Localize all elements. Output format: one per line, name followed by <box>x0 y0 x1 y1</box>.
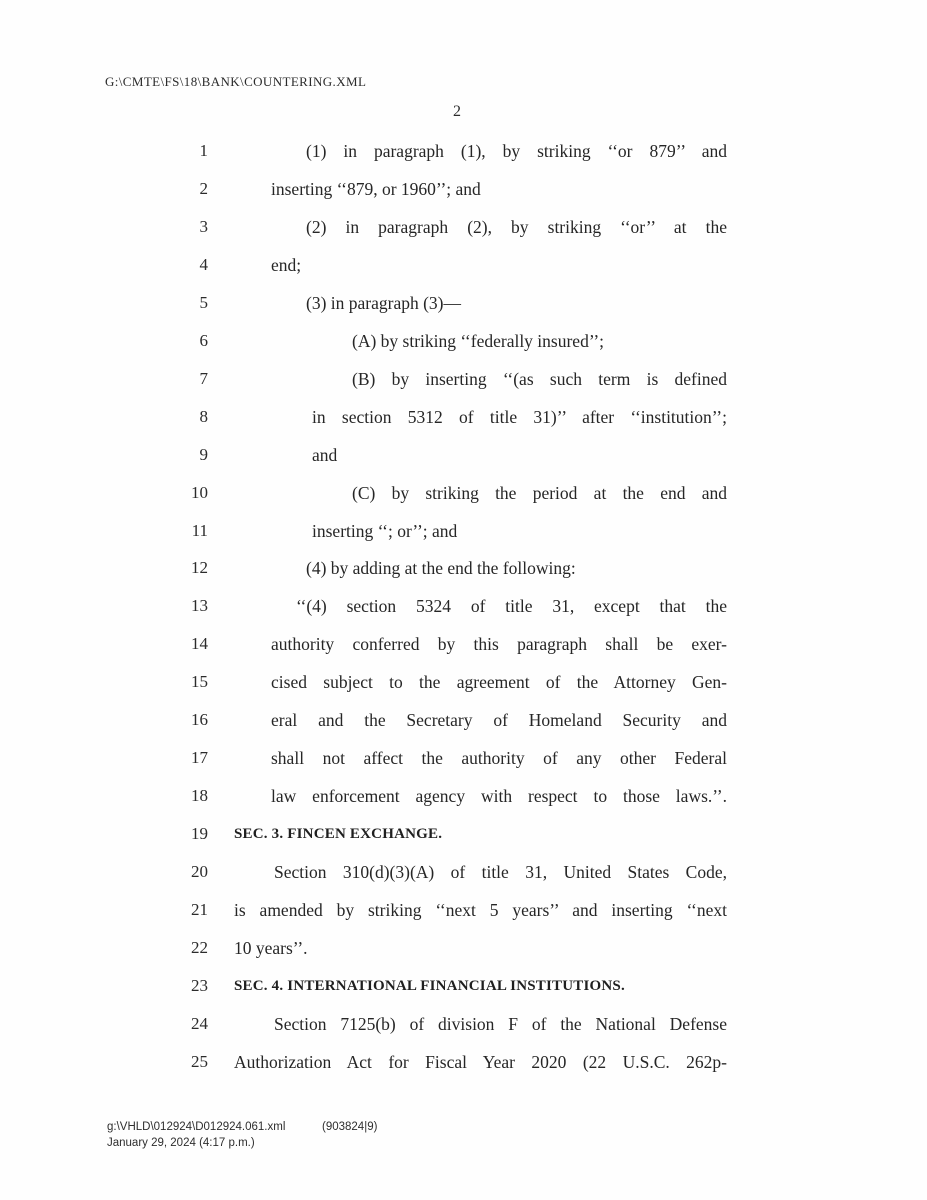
page-number: 2 <box>453 103 461 120</box>
bill-line <box>0 625 927 663</box>
line-number: 2 <box>199 178 208 198</box>
bill-line <box>0 246 927 284</box>
bill-line <box>0 398 927 436</box>
line-number: 24 <box>191 1013 208 1033</box>
document-header-path: G:\CMTE\FS\18\BANK\COUNTERING.XML <box>105 74 367 89</box>
line-number: 18 <box>191 786 208 806</box>
line-text: law enforcement agency with respect to those laws.’’. <box>271 786 727 807</box>
line-number: 25 <box>191 1051 208 1071</box>
line-number: 3 <box>199 216 208 236</box>
line-number: 23 <box>191 975 208 995</box>
line-text: ‘‘(4) section 5324 of title 31, except that the <box>296 596 727 617</box>
bill-line <box>0 436 927 474</box>
line-text: Section 310(d)(3)(A) of title 31, United States Code, <box>274 862 727 883</box>
bill-line <box>0 474 927 512</box>
line-number: 21 <box>191 900 208 919</box>
bill-line <box>0 891 927 929</box>
line-text: end; <box>271 254 302 275</box>
line-number: 7 <box>199 368 208 388</box>
bill-line <box>0 322 927 360</box>
bill-line <box>0 284 927 322</box>
line-number: 20 <box>191 862 208 882</box>
line-text: cised subject to the agreement of the Attorney Gen- <box>271 672 727 693</box>
bill-line <box>0 1043 927 1081</box>
footer-stamp: (903824|9) <box>322 1121 378 1133</box>
bill-line <box>0 815 927 853</box>
bill-line <box>0 512 927 550</box>
bill-line <box>0 170 927 208</box>
bill-line <box>0 1005 927 1043</box>
line-number: 15 <box>191 672 208 692</box>
line-text: eral and the Secretary of Homeland Security and <box>271 710 727 731</box>
bill-line <box>0 967 927 1005</box>
footer-row-1 <box>107 1119 807 1135</box>
footer-date: January 29, 2024 (4:17 p.m.) <box>107 1137 255 1149</box>
line-number: 19 <box>191 824 208 844</box>
line-text: 10 years’’. <box>234 937 308 958</box>
line-text: inserting ‘‘879, or 1960’’; and <box>271 178 481 199</box>
line-number: 17 <box>191 748 208 768</box>
line-number: 12 <box>191 558 208 578</box>
line-number: 1 <box>199 141 208 160</box>
bill-line <box>0 360 927 398</box>
bill-line <box>0 777 927 815</box>
line-text: (4) by adding at the end the following: <box>306 558 576 579</box>
bill-line <box>0 701 927 739</box>
line-text: and <box>312 444 338 465</box>
line-text: (1) in paragraph (1), by striking ‘‘or 879’’ and <box>306 141 727 161</box>
line-number: 6 <box>199 330 208 350</box>
bill-line <box>0 208 927 246</box>
line-number: 10 <box>191 482 208 502</box>
bill-line <box>0 587 927 625</box>
line-text: (A) by striking ‘‘federally insured’’; <box>352 330 605 351</box>
line-text: (B) by inserting ‘‘(as such term is defined <box>352 368 727 389</box>
line-text: shall not affect the authority of any other Federal <box>271 748 727 769</box>
line-number: 8 <box>199 406 208 426</box>
line-text: (2) in paragraph (2), by striking ‘‘or’’ at the <box>306 216 727 237</box>
line-number: 16 <box>191 710 208 730</box>
section-heading: SEC. 4. INTERNATIONAL FINANCIAL INSTITUTIONS. <box>234 977 625 994</box>
section-heading: SEC. 3. FINCEN EXCHANGE. <box>234 826 443 843</box>
line-number: 22 <box>191 937 208 957</box>
bill-line <box>0 929 927 967</box>
line-text: is amended by striking ‘‘next 5 years’’ and inserting ‘‘next <box>234 900 727 920</box>
page-footer <box>107 1119 807 1151</box>
line-text: inserting ‘‘; or’’; and <box>312 520 458 541</box>
line-text: Authorization Act for Fiscal Year 2020 (22 U.S.C. 262p- <box>234 1051 727 1072</box>
bill-line <box>0 132 927 170</box>
bill-line <box>0 739 927 777</box>
line-number: 5 <box>199 292 208 312</box>
line-number: 13 <box>191 596 208 616</box>
line-text: (3) in paragraph (3)— <box>306 292 462 313</box>
line-text: (C) by striking the period at the end and <box>352 482 727 503</box>
line-number: 4 <box>199 254 208 274</box>
bill-line <box>0 853 927 891</box>
line-text: authority conferred by this paragraph shall be exer- <box>271 634 727 655</box>
line-text: Section 7125(b) of division F of the National Defense <box>274 1013 727 1034</box>
bill-line <box>0 549 927 587</box>
bill-line <box>0 663 927 701</box>
line-number: 9 <box>199 444 208 464</box>
footer-file-path: g:\VHLD\012924\D012924.061.xml <box>107 1121 286 1133</box>
line-number: 14 <box>191 634 208 654</box>
line-text: in section 5312 of title 31)’’ after ‘‘institution’’; <box>312 406 727 427</box>
line-number: 11 <box>191 520 208 540</box>
